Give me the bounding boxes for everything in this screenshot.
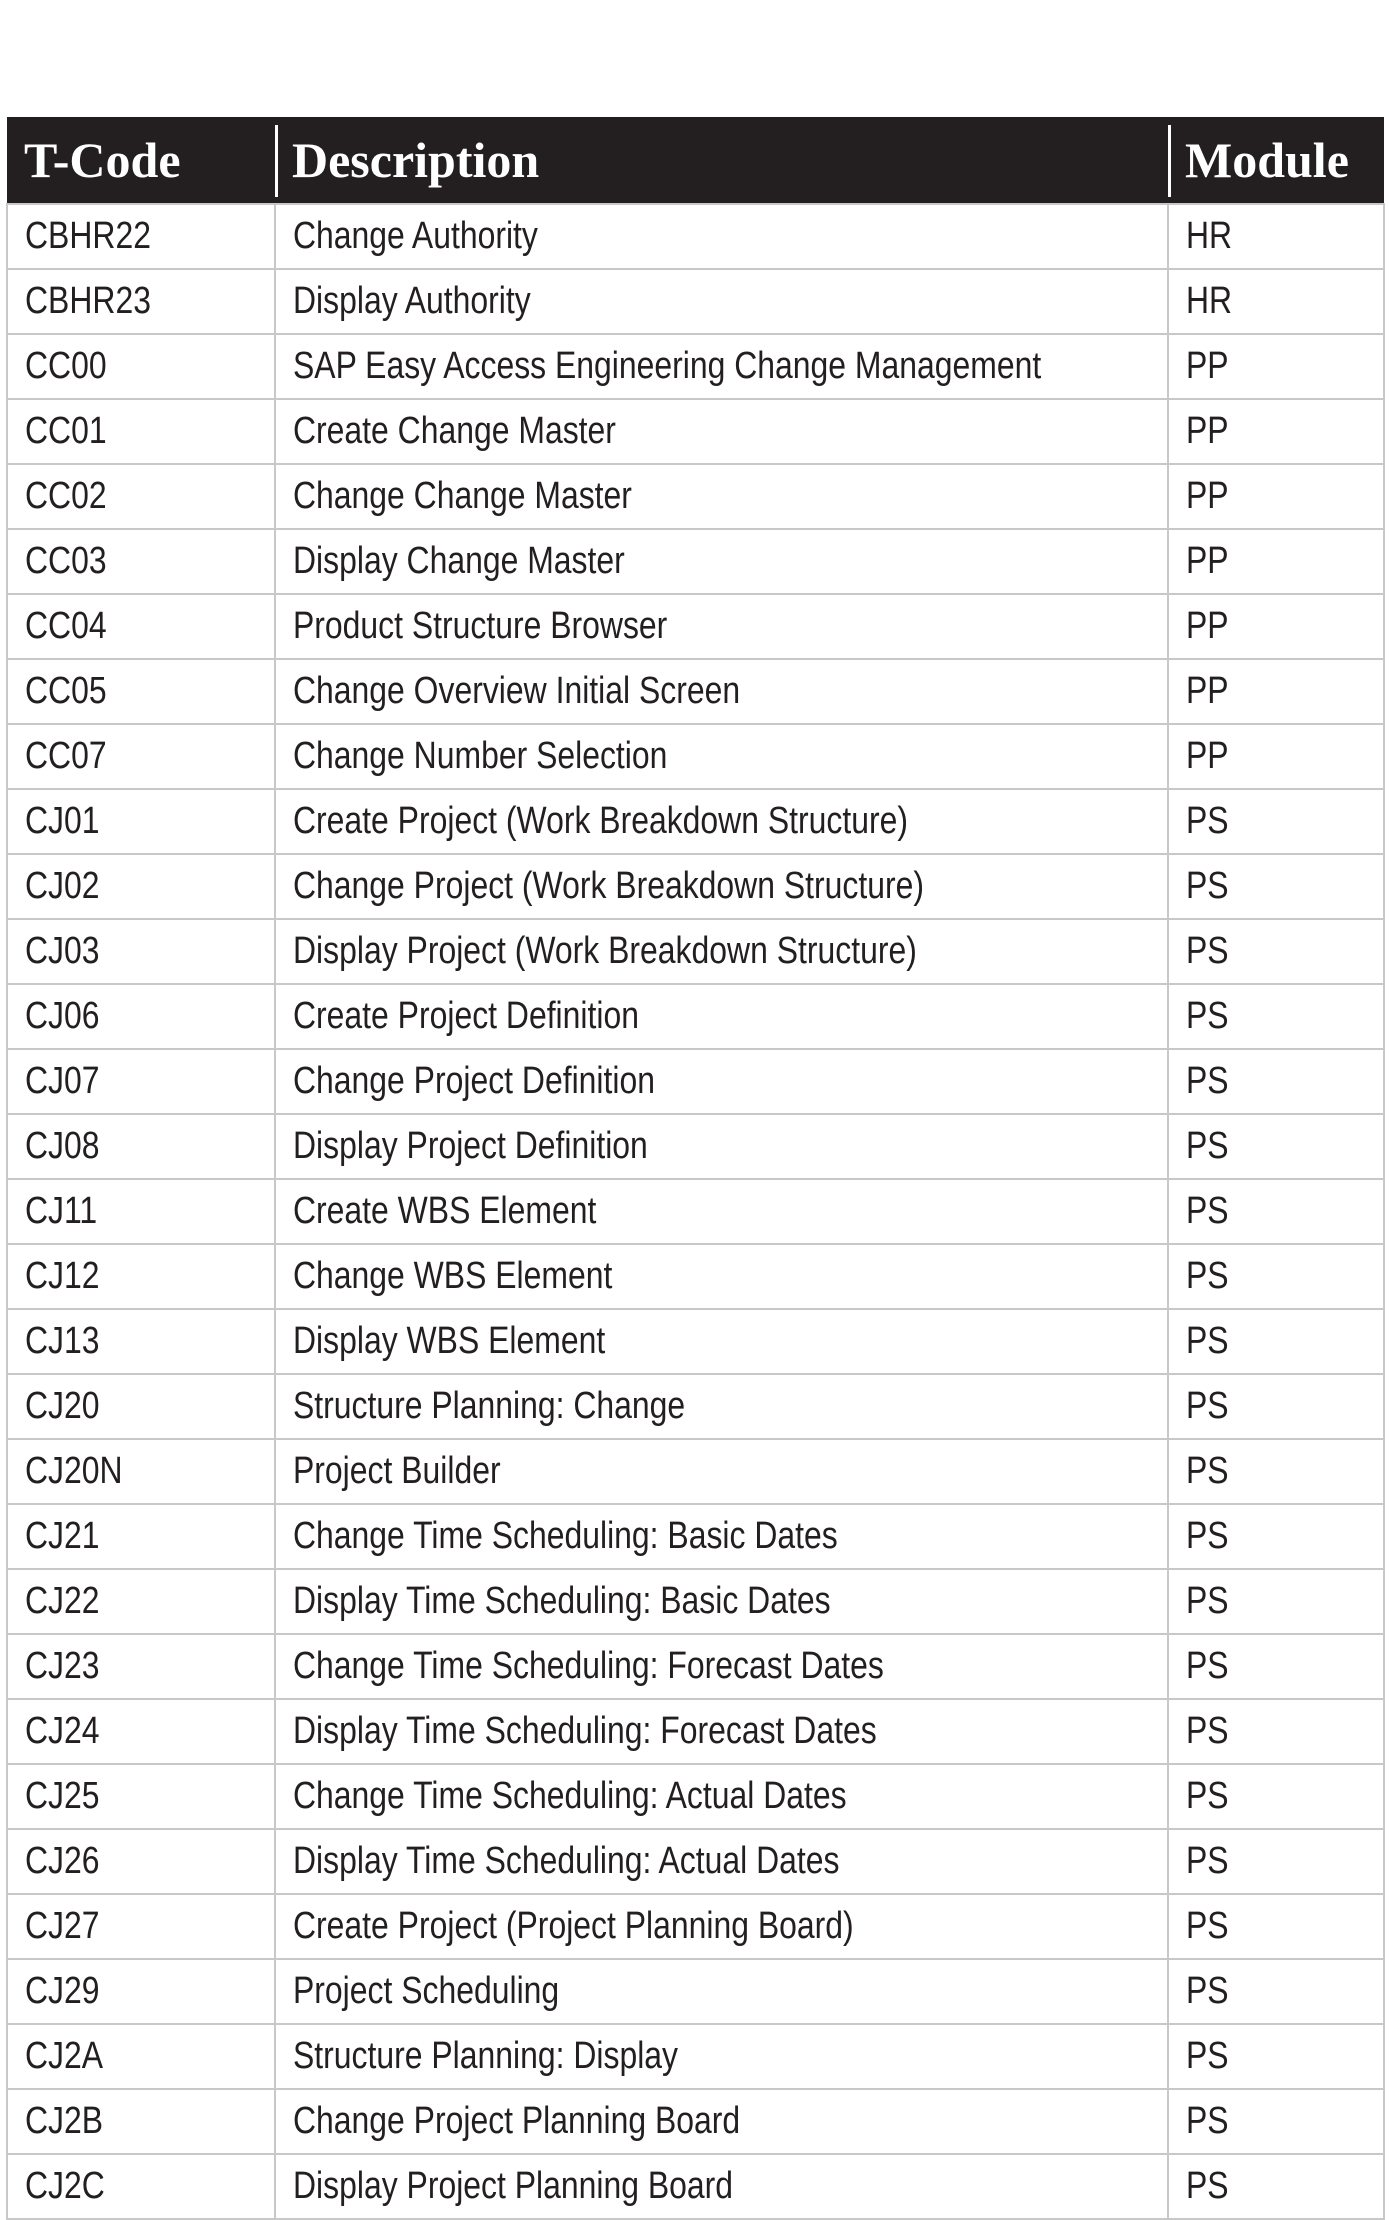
table-row [7, 269, 1384, 334]
cell-module [1168, 1569, 1384, 1634]
cell-module [1168, 2024, 1384, 2089]
cell-module-text: HR [1186, 280, 1233, 322]
cell-description [275, 1894, 1168, 1959]
cell-tcode [7, 854, 275, 919]
table-row [7, 1959, 1384, 2024]
cell-module [1168, 1634, 1384, 1699]
cell-module-text: PS [1186, 1060, 1229, 1102]
cell-description [275, 659, 1168, 724]
cell-description [275, 2024, 1168, 2089]
cell-description-text: Display Project (Work Breakdown Structure) [293, 930, 917, 972]
cell-tcode [7, 724, 275, 789]
cell-module [1168, 1049, 1384, 1114]
cell-module-text: PP [1186, 605, 1229, 647]
cell-description-text: Change WBS Element [293, 1255, 613, 1297]
cell-module [1168, 724, 1384, 789]
cell-description [275, 1504, 1168, 1569]
cell-tcode-text: CBHR23 [25, 280, 151, 322]
table-row [7, 204, 1384, 269]
cell-module-text: PP [1186, 475, 1229, 517]
cell-module-text: PS [1186, 2165, 1229, 2207]
cell-description [275, 854, 1168, 919]
cell-module [1168, 1114, 1384, 1179]
header-module-label: Module [1185, 132, 1349, 188]
table-row [7, 724, 1384, 789]
cell-tcode [7, 399, 275, 464]
cell-tcode-text: CJ22 [25, 1580, 100, 1622]
cell-description-text: Create Project (Project Planning Board) [293, 1905, 854, 1947]
cell-module-text: PS [1186, 1710, 1229, 1752]
cell-description-text: Display Time Scheduling: Basic Dates [293, 1580, 831, 1622]
table-row [7, 1504, 1384, 1569]
cell-module [1168, 1504, 1384, 1569]
cell-description [275, 594, 1168, 659]
cell-description-text: Display Change Master [293, 540, 625, 582]
cell-module-text: HR [1186, 215, 1233, 257]
cell-module-text: PS [1186, 2035, 1229, 2077]
header-separator [1168, 125, 1171, 197]
table-row [7, 1309, 1384, 1374]
table-row [7, 1829, 1384, 1894]
cell-module-text: PS [1186, 1580, 1229, 1622]
cell-description [275, 1374, 1168, 1439]
cell-tcode [7, 269, 275, 334]
cell-tcode-text: CC00 [25, 345, 107, 387]
cell-description-text: Change Number Selection [293, 735, 668, 777]
cell-module [1168, 2154, 1384, 2219]
tcode-table [6, 117, 1385, 2220]
cell-description-text: Display Project Definition [293, 1125, 648, 1167]
cell-description [275, 269, 1168, 334]
cell-module [1168, 269, 1384, 334]
cell-description [275, 1244, 1168, 1309]
cell-module-text: PS [1186, 1125, 1229, 1167]
cell-tcode-text: CJ03 [25, 930, 100, 972]
header-row [7, 117, 1384, 204]
header-tcode: T-Code [7, 117, 275, 204]
cell-tcode [7, 594, 275, 659]
table-row [7, 789, 1384, 854]
cell-tcode [7, 1959, 275, 2024]
table-row [7, 1179, 1384, 1244]
cell-tcode-text: CJ07 [25, 1060, 100, 1102]
cell-module-text: PS [1186, 1320, 1229, 1362]
header-separator [275, 125, 278, 197]
cell-tcode [7, 789, 275, 854]
cell-tcode-text: CJ13 [25, 1320, 100, 1362]
cell-description-text: Change Time Scheduling: Basic Dates [293, 1515, 838, 1557]
cell-module [1168, 1699, 1384, 1764]
cell-tcode-text: CC05 [25, 670, 107, 712]
table-row [7, 1764, 1384, 1829]
cell-tcode [7, 2089, 275, 2154]
table-row [7, 464, 1384, 529]
cell-module-text: PS [1186, 2100, 1229, 2142]
table-body [7, 204, 1384, 2219]
cell-module [1168, 204, 1384, 269]
cell-module [1168, 984, 1384, 1049]
cell-module [1168, 529, 1384, 594]
cell-description-text: Create Project (Work Breakdown Structure) [293, 800, 908, 842]
table-row [7, 1569, 1384, 1634]
cell-module [1168, 854, 1384, 919]
cell-description [275, 1179, 1168, 1244]
cell-description-text: Structure Planning: Display [293, 2035, 679, 2077]
cell-description [275, 724, 1168, 789]
cell-description-text: Display WBS Element [293, 1320, 606, 1362]
cell-description [275, 1049, 1168, 1114]
cell-description-text: Change Project (Work Breakdown Structure) [293, 865, 924, 907]
cell-tcode-text: CJ12 [25, 1255, 100, 1297]
cell-tcode [7, 1244, 275, 1309]
cell-module [1168, 1179, 1384, 1244]
cell-description-text: Product Structure Browser [293, 605, 668, 647]
cell-tcode [7, 1439, 275, 1504]
cell-module-text: PP [1186, 345, 1229, 387]
cell-module-text: PS [1186, 930, 1229, 972]
cell-description-text: Change Change Master [293, 475, 632, 517]
cell-description-text: Change Authority [293, 215, 538, 257]
cell-module-text: PP [1186, 670, 1229, 712]
cell-module-text: PS [1186, 1385, 1229, 1427]
cell-tcode-text: CC04 [25, 605, 107, 647]
table-row [7, 1439, 1384, 1504]
cell-description [275, 399, 1168, 464]
cell-description-text: Change Time Scheduling: Forecast Dates [293, 1645, 884, 1687]
cell-module-text: PS [1186, 1255, 1229, 1297]
cell-tcode [7, 1894, 275, 1959]
cell-tcode [7, 204, 275, 269]
cell-description-text: Display Authority [293, 280, 531, 322]
cell-description [275, 1439, 1168, 1504]
cell-module-text: PS [1186, 995, 1229, 1037]
cell-module [1168, 1439, 1384, 1504]
cell-description [275, 1569, 1168, 1634]
cell-tcode-text: CJ29 [25, 1970, 100, 2012]
table-row [7, 2154, 1384, 2219]
cell-tcode [7, 1764, 275, 1829]
table-row [7, 1699, 1384, 1764]
cell-description-text: Display Project Planning Board [293, 2165, 734, 2207]
cell-tcode-text: CJ11 [25, 1190, 98, 1232]
cell-tcode [7, 529, 275, 594]
cell-tcode-text: CJ25 [25, 1775, 100, 1817]
cell-description-text: Change Overview Initial Screen [293, 670, 741, 712]
cell-module-text: PS [1186, 1190, 1229, 1232]
cell-tcode [7, 1504, 275, 1569]
cell-tcode-text: CC01 [25, 410, 107, 452]
cell-tcode [7, 334, 275, 399]
cell-tcode-text: CJ20N [25, 1450, 123, 1492]
cell-tcode-text: CJ27 [25, 1905, 100, 1947]
cell-tcode-text: CJ2C [25, 2165, 105, 2207]
cell-description [275, 1829, 1168, 1894]
table-row [7, 984, 1384, 1049]
cell-description [275, 984, 1168, 1049]
cell-description-text: Create Project Definition [293, 995, 639, 1037]
cell-tcode-text: CJ06 [25, 995, 100, 1037]
cell-tcode-text: CC03 [25, 540, 107, 582]
header-module [1168, 117, 1384, 204]
table-row [7, 1894, 1384, 1959]
table-row [7, 1634, 1384, 1699]
cell-tcode [7, 984, 275, 1049]
cell-module-text: PS [1186, 1450, 1229, 1492]
cell-tcode-text: CJ21 [25, 1515, 100, 1557]
cell-description [275, 1764, 1168, 1829]
cell-module-text: PS [1186, 1970, 1229, 2012]
cell-module-text: PP [1186, 540, 1229, 582]
cell-module [1168, 1244, 1384, 1309]
cell-module [1168, 919, 1384, 984]
table-row [7, 334, 1384, 399]
cell-tcode [7, 659, 275, 724]
cell-tcode-text: CC02 [25, 475, 107, 517]
table-row [7, 2024, 1384, 2089]
cell-description [275, 789, 1168, 854]
table-row [7, 1244, 1384, 1309]
cell-tcode [7, 2024, 275, 2089]
table-row [7, 659, 1384, 724]
table-row [7, 399, 1384, 464]
cell-module [1168, 334, 1384, 399]
cell-tcode [7, 1569, 275, 1634]
cell-module-text: PS [1186, 1775, 1229, 1817]
cell-module-text: PP [1186, 410, 1229, 452]
cell-tcode-text: CJ01 [25, 800, 100, 842]
cell-tcode [7, 1309, 275, 1374]
cell-tcode [7, 1179, 275, 1244]
cell-description-text: SAP Easy Access Engineering Change Management [293, 345, 1042, 387]
cell-description-text: Create WBS Element [293, 1190, 597, 1232]
table-row [7, 2089, 1384, 2154]
cell-description [275, 334, 1168, 399]
cell-tcode [7, 2154, 275, 2219]
table-row [7, 594, 1384, 659]
table-row [7, 1049, 1384, 1114]
cell-description-text: Display Time Scheduling: Forecast Dates [293, 1710, 877, 1752]
cell-description [275, 1634, 1168, 1699]
cell-module [1168, 1829, 1384, 1894]
cell-description [275, 1699, 1168, 1764]
cell-tcode-text: CJ24 [25, 1710, 100, 1752]
cell-module [1168, 1764, 1384, 1829]
cell-description [275, 204, 1168, 269]
cell-module [1168, 1959, 1384, 2024]
cell-description-text: Display Time Scheduling: Actual Dates [293, 1840, 840, 1882]
cell-tcode [7, 1374, 275, 1439]
table-row [7, 854, 1384, 919]
cell-tcode [7, 1829, 275, 1894]
cell-tcode [7, 1114, 275, 1179]
cell-description [275, 464, 1168, 529]
cell-description [275, 529, 1168, 594]
cell-description-text: Project Scheduling [293, 1970, 560, 2012]
table-header [7, 117, 1384, 204]
header-description-label: Description [292, 132, 540, 188]
cell-module-text: PS [1186, 1645, 1229, 1687]
cell-tcode [7, 919, 275, 984]
cell-module-text: PS [1186, 800, 1229, 842]
cell-module [1168, 1894, 1384, 1959]
cell-tcode-text: CJ02 [25, 865, 100, 907]
cell-description-text: Change Project Definition [293, 1060, 655, 1102]
cell-tcode-text: CJ2A [25, 2035, 104, 2077]
cell-description [275, 1114, 1168, 1179]
cell-description-text: Structure Planning: Change [293, 1385, 686, 1427]
cell-module [1168, 659, 1384, 724]
cell-module-text: PS [1186, 1840, 1229, 1882]
cell-module-text: PS [1186, 1515, 1229, 1557]
cell-description-text: Change Project Planning Board [293, 2100, 741, 2142]
cell-tcode-text: CC07 [25, 735, 107, 777]
cell-module [1168, 1374, 1384, 1439]
cell-tcode [7, 1634, 275, 1699]
cell-tcode-text: CJ26 [25, 1840, 100, 1882]
cell-description-text: Create Change Master [293, 410, 616, 452]
cell-module-text: PP [1186, 735, 1229, 777]
cell-module [1168, 2089, 1384, 2154]
cell-module-text: PS [1186, 1905, 1229, 1947]
cell-module-text: PS [1186, 865, 1229, 907]
header-description [275, 117, 1168, 204]
cell-description [275, 2154, 1168, 2219]
cell-description [275, 2089, 1168, 2154]
cell-tcode-text: CJ08 [25, 1125, 100, 1167]
cell-module [1168, 1309, 1384, 1374]
cell-tcode-text: CJ23 [25, 1645, 100, 1687]
table-row [7, 1114, 1384, 1179]
cell-module [1168, 594, 1384, 659]
table-row [7, 529, 1384, 594]
cell-module [1168, 789, 1384, 854]
cell-description-text: Project Builder [293, 1450, 501, 1492]
cell-tcode-text: CJ20 [25, 1385, 100, 1427]
cell-module [1168, 464, 1384, 529]
cell-description [275, 1309, 1168, 1374]
cell-tcode-text: CJ2B [25, 2100, 104, 2142]
cell-description-text: Change Time Scheduling: Actual Dates [293, 1775, 847, 1817]
cell-tcode [7, 464, 275, 529]
cell-tcode [7, 1699, 275, 1764]
cell-description [275, 1959, 1168, 2024]
table-row [7, 919, 1384, 984]
cell-tcode [7, 1049, 275, 1114]
cell-description [275, 919, 1168, 984]
table-row [7, 1374, 1384, 1439]
cell-tcode-text: CBHR22 [25, 215, 151, 257]
cell-module [1168, 399, 1384, 464]
